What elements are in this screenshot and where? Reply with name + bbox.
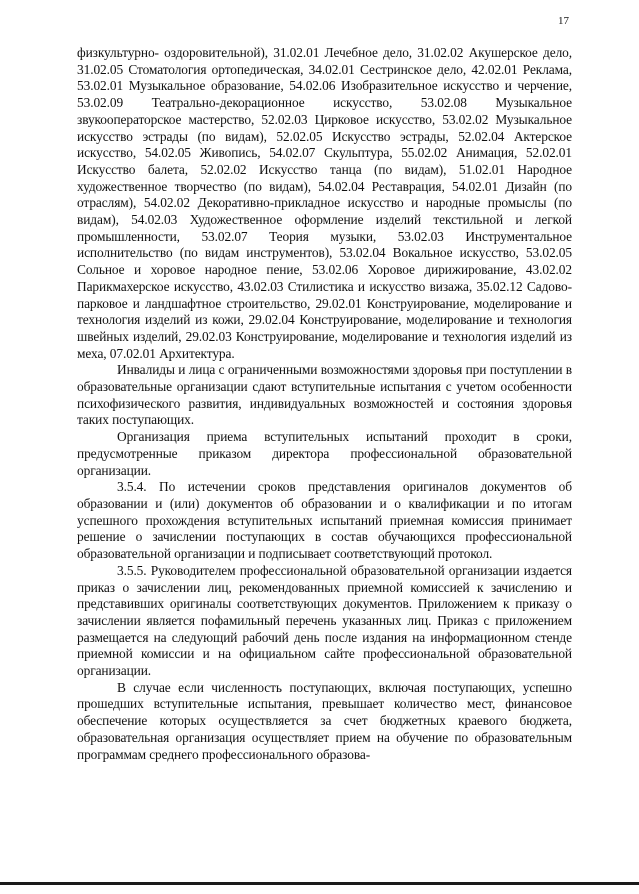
paragraph-exam-organization: Организация приема вступительных испытаний проходит в сроки, предусмотренные приказом директора профессиональной образовательной организации. [77,429,572,478]
page-number: 17 [558,15,569,27]
paragraph-section-3-5-5: 3.5.5. Руководителем профессиональной образовательной организации издается приказ о зачислении лиц, рекомендованных приемной комиссией к зачислению и представивших оригиналы соответствующих документов. Приложением к приказу о зачислении является пофамильный перечень указанных лиц. Приказ с приложением размещается на следующий рабочий день после издания на информационном стенде приемной комиссии и на официальном сайте профессиональной образовательной организации. [77,562,572,679]
paragraph-section-3-5-4: 3.5.4. По истечении сроков представления оригиналов документов об образовании и (или) документов об образовании и о квалификации и по итогам успешного прохождения вступительных испытаний приемная комиссия принимает решение о зачислении поступающих в состав обучающихся профессиональной образовательной организации и подписывает соответствующий протокол. [77,479,572,562]
paragraph-admission-excess: В случае если численность поступающих, включая поступающих, успешно прошедших вступительные испытания, превышает количество мест, финансовое обеспечение которых осуществляется за счет бюджетных краевого бюджета, образовательная организация осуществляет прием на обучение по образовательным программам среднего профессионального образова- [77,679,572,762]
bottom-border-line [0,882,639,885]
paragraph-disabled-applicants: Инвалиды и лица с ограниченными возможностями здоровья при поступлении в образовательные организации сдают вступительные испытания с учетом особенности психофизического развития, индивидуальных возможностей и состояния здоровья таких поступающих. [77,362,572,428]
paragraph-specialties-list: физкультурно- оздоровительной), 31.02.01 Лечебное дело, 31.02.02 Акушерское дело, 31.02.05 Стоматология ортопедическая, 34.02.01 Сестринское дело, 42.02.01 Реклама, 53.02.01 Музыкальное образование, 54.02.06 Изобразительное искусство и черчение, 53.02.09 Театрально-декорационное искусство, 53.02.08 Музыкальное звукооператорское мастерство, 52.02.03 Цирковое искусство, 53.02.02 Музыкальное искусство эстрады (по видам), 52.02.05 Искусство эстрады, 52.02.04 Актерское искусство, 54.02.05 Живопись, 54.02.07 Скульптура, 55.02.02 Анимация, 52.02.01 Искусство балета, 52.02.02 Искусство танца (по видам), 51.02.01 Народное художественное творчество (по видам), 54.02.04 Реставрация, 54.02.01 Дизайн (по отраслям), 54.02.02 Декоративно-прикладное искусство и народные промыслы (по видам), 54.02.03 Художественное оформление изделий текстильной и легкой промышленности, 53.02.07 Теория музыки, 53.02.03 Инструментальное исполнительство (по видам инструментов), 53.02.04 Вокальное искусство, 53.02.05 Сольное и хоровое народное пение, 53.02.06 Хоровое дирижирование, 43.02.02 Парикмахерское искусство, 43.02.03 Стилистика и искусство визажа, 35.02.12 Садово-парковое и ландшафтное строительство, 29.02.01 Конструирование, моделирование и технология изделий из кожи, 29.02.04 Конструирование, моделирование и технология швейных изделий, 29.02.03 Конструирование, моделирование и технология изделий из меха, 07.02.01 Архитектура. [77,45,572,361]
body-text [77,45,572,763]
